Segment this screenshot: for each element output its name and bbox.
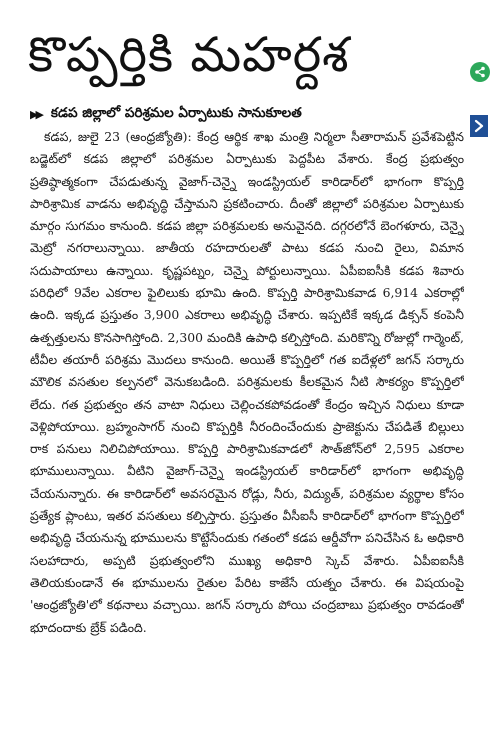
chevron-right-icon bbox=[474, 119, 484, 133]
subheadline-row bbox=[30, 103, 460, 125]
headline: కొప్పర్తికి మహర్దశ bbox=[28, 27, 350, 83]
next-page-button[interactable] bbox=[470, 115, 488, 137]
subheadline: కడప జిల్లాలో పరిశ్రమల ఏర్పాటుకు సానుకూలత bbox=[50, 104, 302, 121]
share-button[interactable] bbox=[470, 62, 490, 82]
article-body: కడప, జులై 23 (ఆంధ్రజ్యోతి): కేంద్ర ఆర్థిక శాఖ మంత్రి నిర్మలా సీతారామన్ ప్రవేశపెట్టిన బడ్జెట్‌లో కడప జిల్లాలో పరిశ్రమల ఏర్పాటుకు పెద్దపీట వేశారు. కేంద్ర ప్రభుత్వం ప్రతిష్ఠాత్మకంగా చేపడుతున్న వైజాగ్‌-చెన్నై ఇండస్ట్రియల్‌ కారిడార్‌లో భాగంగా కొప్పర్తి పారిశ్రామిక వాడను అభివృద్ధి చేస్తామని ప్రకటించారు. దీంతో జిల్లాలో పరిశ్రమల ఏర్పాటుకు మార్గం సుగమం కానుంది. కడప జిల్లా పరిశ్రమలకు అనువైనది. దగ్గరలోనే బెంగళూరు, చెన్నై మెట్రో నగరాలున్నాయి. జాతీయ రహదారులతో పాటు కడప నుంచి రైలు, విమాన సదుపాయాలు ఉన్నాయి. కృష్ణపట్నం, చెన్నై పోర్టులున్నాయి. ఏపీఐఐసీకి కడప శివారు పరిధిలో 9వేల ఎకరాల ఫైలిలుకు భూమి ఉంది. కొప్పర్తి పారిశ్రామికవాడ 6,914 ఎకరాల్లో ఉంది. ఇక్కడ ప్రస్తుతం 3,900 ఎకరాలు అభివృద్ధి చేశారు. ఇప్పటికే ఇక్కడ డిక్సన్‌ కంపెనీ ఉత్పత్తులను కొనసాగిస్తోంది. 2,300 మందికి ఉపాధి కల్పిస్తోంది. మరికొన్ని రోజుల్లో గార్మెంట్‌, టీవీల తయారీ పరిశ్రమ మొదలు కానుంది. అయితే కొప్పర్తిలో గత ఐదేళ్లలో జగన్‌ సర్కారు మౌలిక వసతుల కల్పనలో వెనుకబడింది. పరిశ్రమలకు కీలకమైన నీటి సౌకర్యం కొప్పర్తిలో లేదు. గత ప్రభుత్వం తన వాటా నిధులు చెల్లించకపోవడంతో కేంద్రం ఇచ్చిన నిధులు కూడా వెళ్లిపోయాయి. బ్రహ్మంసాగర్‌ నుంచి కొప్పర్తికి నీరందించేందుకు ప్రాజెక్టును చేపడితే బిల్లులు రాక పనులు నిలిచిపోయాయి. కొప్పర్తి పారిశ్రామికవాడలో సౌత్‌జోన్‌లో 2,595 ఎకరాల భూములున్నాయి. వీటిని వైజాగ్‌-చెన్నై ఇండస్ట్రియల్‌ కారిడార్‌లో భాగంగా అభివృద్ధి చేయనున్నారు. ఈ కారిడార్‌లో అవసరమైన రోడ్లు, నీరు, విద్యుత్‌, పరిశ్రమల వ్యర్థాల కోసం ప్రత్యేక ప్లాంటు, ఇతర వసతులు కల్పిస్తారు. ప్రస్తుతం వీసీఐసీ కారిడార్‌లో భాగంగా కొప్పర్తిలో అభివృద్ధి చేయనున్న భూములను కొట్టేసేందుకు గతంలో కడప ఆర్డీవోగా పనిచేసిన ఓ అధికారి సలహాదారు, అప్పటి ప్రభుత్వంలోని ముఖ్య అధికారి స్కెచ్‌ వేశారు. ఏపీఐఐసీకి తెలియకుండానే ఈ భూములను రైతుల పేరిట కాజేసే యత్నం చేశారు. ఈ విషయంపై 'ఆంధ్రజ్యోతి'లో కథనాలు వచ్చాయి. జగన్‌ సర్కారు పోయి చంద్రబాబు ప్రభుత్వం రావడంతో భూదందాకు బ్రేక్‌ పడింది. bbox=[30, 129, 464, 635]
double-chevron-icon: ▶▶ bbox=[30, 107, 41, 121]
share-icon bbox=[474, 66, 486, 78]
